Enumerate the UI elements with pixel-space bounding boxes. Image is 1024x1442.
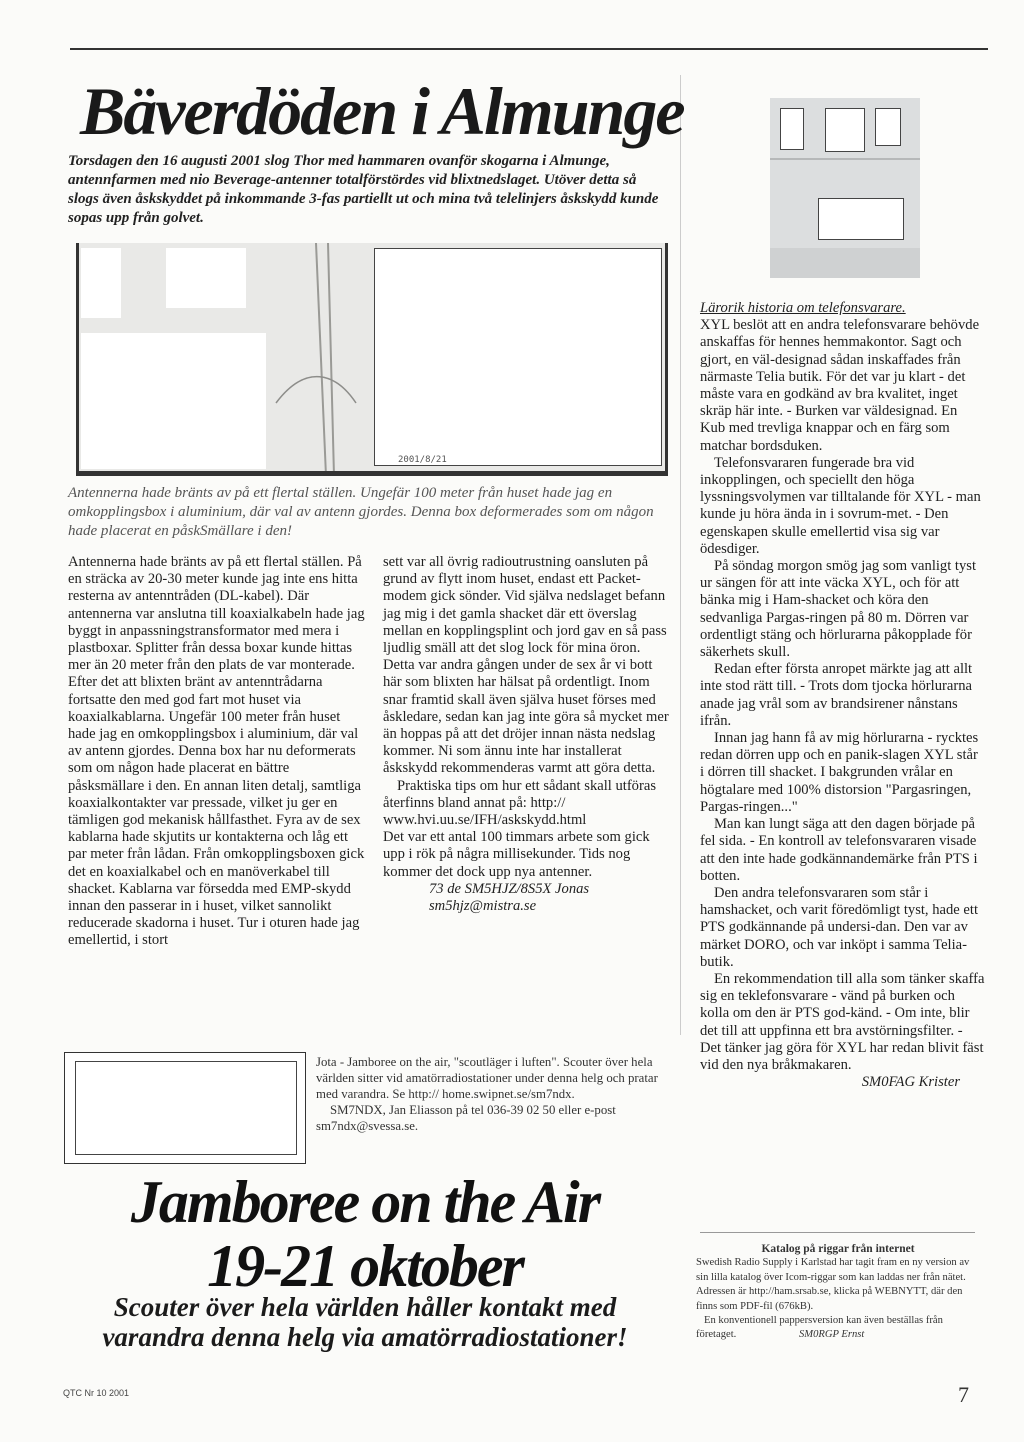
footer-issue: QTC Nr 10 2001 bbox=[63, 1388, 130, 1398]
jamboree-subheadline: Scouter över hela världen håller kontakt med varandra denna helg via amatörradiostationer! bbox=[102, 1292, 628, 1352]
article-column-2 bbox=[383, 554, 673, 915]
paragraph: Innan jag hann få av mig hörlurarna - rycktes redan dörren upp och en panik-slagen XYL står i dörren till shacket. I bakgrunden vrålar en högtalare med 100% distorsion "Pargasringen, Pargas-ringen..." bbox=[700, 730, 979, 815]
sidebar-story bbox=[700, 300, 985, 1091]
column-divider bbox=[680, 75, 681, 1035]
jota-info bbox=[316, 1054, 661, 1134]
paragraph: Praktiska tips om hur ett sådant skall utföras återfinns bland annat på: http:// www.hvi.uu.se/IFH/askskydd.html bbox=[383, 777, 656, 829]
photo-caption: Antennerna hade bränts av på ett flertal ställen. Ungefär 100 meter från huset hade jag en omkopplingsbox i aluminium, där val av antenn gjordes. Denna box deformerades som om någon hade placerat en påskSmällare i den! bbox=[68, 485, 654, 539]
paragraph: En rekommendation till alla som tänker skaffa sig en teklefonsvarare - vänd på burken och kolla om den är PTS god-känd. - Om inte, blir det till att uppfinna ett bra avstörningsfilter. - Det tänker jag göra för XYL har redan blivit fäst vid den nya bråkmakaren. bbox=[700, 970, 985, 1073]
paragraph: XYL beslöt att en andra telefonsvarare behövde anskaffas för hennes hemmakontor. Sagt och gjort, en väl-designad sådan inskaffades från närmaste Telia butik. För det var ju klart - det måste vara en godkänd av bra kvalitet, inget skräp här inte. - Burken var väldesignad. En Kub med trevliga knappar och en färg som matchar bordsduken. bbox=[700, 317, 980, 454]
page-number: 7 bbox=[958, 1382, 969, 1407]
paragraph: sett var all övrig radioutrustning oansluten på grund av flytt inom huset, endast ett Packet-modem gick sönder. Vid själva nedslaget befann jag mig i det gamla shacket där ett överslag mellan en kopplingsplint och jord gav en så pass ljudlig smäll att det slog lock för mina öron. bbox=[383, 554, 667, 657]
paragraph: Antennerna hade bränts av på ett flertal ställen. På en sträcka av 20-30 meter kunde jag inte ens hitta resterna av antenntråden (DL-kabel). Där antennerna var anslutna till koaxialkabeln hade jag byggt in anpassningstransformator med mera i plastboxar. Splitter från dessa boxar kunde hittas mer än 20 meter från den plats de var monterade. Efter det att blixten bränt av antenntrådarna fortsatte den med god fart mot huset via koaxialkablarna. Ungefär 100 meter från huset hade jag en omkopplingsbox i aluminium, där val av antenn gjordes. Denna box har nu deformerats som om någon hade placerat en bättre påsksmällare i den. En annan liten detalj, samtliga koaxialkontakter var pressade, vilket ju ger en tämligen god mekanisk hållfasthet. Fyra av de sex kablarna hade skjutits ur kontakterna och låg ett par meter från lådan. Från omkopplingsboxen gick det en koaxialkabel och en manöverkabel till shacket. Kablarna var försedda med EMP-skydd innan den passerar in i huset, vilket sannolikt reducerade skadorna i huset. Tur i oturen hade jag emellertid, i stort bbox=[68, 554, 365, 949]
story-heading: Lärorik historia om telefonsvarare. bbox=[700, 300, 906, 316]
katalog-heading: Katalog på riggar från internet bbox=[761, 1243, 915, 1255]
paragraph: Det var ett antal 100 timmars arbete som gick upp i rök på några millisekunder. Tids nog kommer det dock upp nya antenner. bbox=[383, 829, 650, 880]
paragraph: Telefonsvararen fungerade bra vid inkopplingen, och speciellt den höga lyssningsvolymen var tilltalande för XYL - man kunde ju höra ända in i sovrum-met. - Den egenskapen skulle emellertid visa sig var ödesdiger. bbox=[700, 454, 981, 557]
katalog-body-2: En konventionell pappersversion kan även beställas från företaget. bbox=[696, 1315, 943, 1341]
paragraph: Jota - Jamboree on the air, "scoutläger i luften". Scouter över hela världen sitter vid amatörradiostationer under denna helg och pratar med varandra. Se http:// home.swipnet.se/sm7ndx. bbox=[316, 1055, 658, 1101]
signature-email: sm5hjz@mistra.se bbox=[429, 898, 537, 915]
signature: SM0FAG Krister bbox=[861, 1074, 960, 1091]
jamboree-headline bbox=[70, 1170, 660, 1298]
paragraph: Detta var andra gången under de sex år vi bott här som blixten har hälsat på ordentligt. Inom snar framtid skall även själva huset förses med åskledare, sedan kan jag inte göra så mycket mer än hoppas på att det dröjer innan nästa nedslag kommer. Ni som ännu inte har installerat åskskydd rekommenderas varmt att göra detta. bbox=[383, 657, 669, 777]
katalog-notice bbox=[696, 1242, 980, 1343]
katalog-signature: SM0RGP Ernst bbox=[798, 1329, 865, 1341]
article-title: Bäverdöden i Almunge bbox=[80, 73, 684, 149]
paragraph: Redan efter första anropet märkte jag att allt inte stod rätt till. - Trots dom tjocka hörlurarna anade jag vrål som av brandsirener nånstans ifrån. bbox=[700, 661, 973, 729]
paragraph: Den andra telefonsvararen som står i hamshacket, och varit föredömligt tyst, hade ett PTS godkännande på undersi-dan. Den var av märket DORO, och var inköpt i samma Telia-butik. bbox=[700, 884, 979, 970]
jamboree-line-2: 19-21 oktober bbox=[207, 1233, 523, 1299]
article-lead: Torsdagen den 16 augusti 2001 slog Thor med hammaren ovanför skogarna i Almunge, antennfarmen med nio Beverage-antenner totalförstördes vid blixtnedslaget. Utöver detta så slogs även åskskyddet på inkommande 3-fas partiellt ut och mina två telelinjers åskskydd kunde sopas upp från golvet. bbox=[68, 153, 659, 226]
katalog-rule bbox=[700, 1232, 975, 1233]
paragraph: På söndag morgon smög jag som vanligt tyst ur sängen för att inte väcka XYL, och för att bänka mig i Ham-shacket och köra den sedvanliga Pargas-ringen på 80 m. Dörren var ordentligt stäng och hörlurarna påkopplade för säkerhets skull. bbox=[700, 558, 977, 661]
jota-logo-box bbox=[64, 1052, 306, 1164]
photo-antenna-damage bbox=[76, 243, 668, 476]
photo-phone bbox=[770, 98, 920, 278]
photo-date-stamp: 2001/8/21 bbox=[398, 455, 447, 465]
paragraph: SM7NDX, Jan Eliasson på tel 036-39 02 50 eller e-post sm7ndx@svessa.se. bbox=[316, 1103, 616, 1133]
katalog-body: Swedish Radio Supply i Karlstad har tagit fram en ny version av sin lilla katalog över Icom-riggar som kan laddas ner från nätet. Adressen är http://ham.srsab.se, klicka på WEBNYTT, där den finns som PDF-fil (676kB). bbox=[696, 1257, 970, 1312]
top-rule bbox=[70, 48, 988, 50]
article-column-1 bbox=[68, 554, 368, 950]
jamboree-line-1: Jamboree on the Air bbox=[130, 1169, 600, 1235]
paragraph: Man kan lungt säga att den dagen började på fel sida. - En kontroll av telefonsvararen visade att den inte hade godkännandemärke från PTS i botten. bbox=[700, 816, 978, 884]
signature: 73 de SM5HJZ/8S5X Jonas bbox=[429, 880, 590, 897]
